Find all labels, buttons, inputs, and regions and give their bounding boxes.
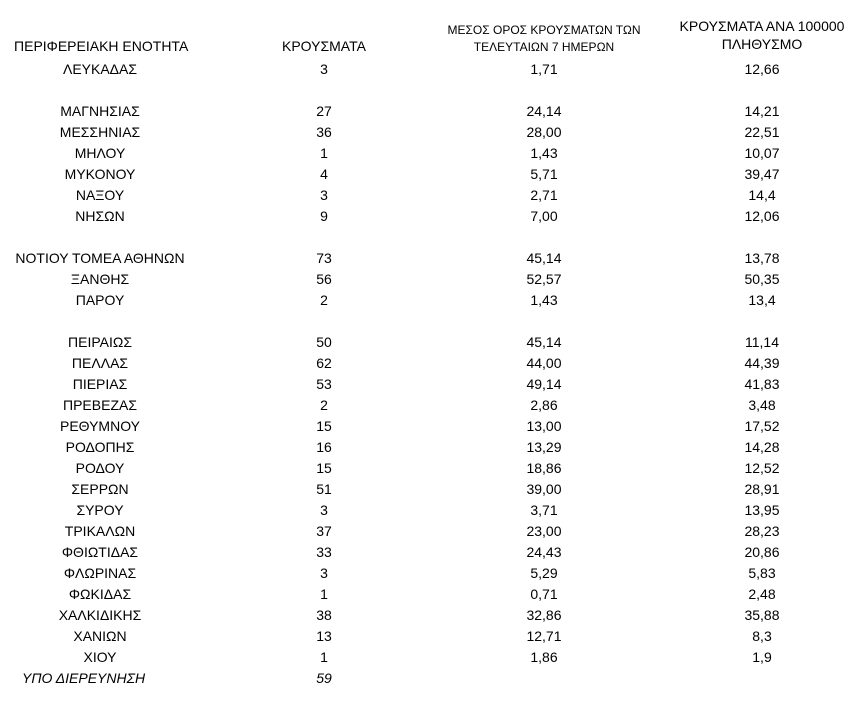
- per100k-cell: 39,47: [744, 166, 780, 182]
- cases-cell: 3: [320, 502, 328, 518]
- avg7-cell: 12,71: [526, 628, 562, 644]
- avg7-cell: 2,86: [530, 397, 558, 413]
- avg7-cell: 39,00: [526, 481, 562, 497]
- region-cell: ΛΕΥΚΑΔΑΣ: [62, 61, 138, 77]
- cases-cell: 1: [320, 586, 328, 602]
- cases-cell: 27: [316, 103, 332, 119]
- header-per100k-line1: ΚΡΟΥΣΜΑΤΑ ΑΝΑ 100000: [679, 18, 845, 34]
- avg7-cell: 5,71: [530, 166, 558, 182]
- region-cell: ΜΗΛΟΥ: [74, 145, 126, 161]
- per100k-cell: 11,14: [745, 334, 779, 350]
- per100k-cell: 22,51: [744, 124, 780, 140]
- per100k-cell: 35,88: [744, 607, 780, 623]
- cases-cell: 16: [316, 439, 332, 455]
- cases-cell: 1: [320, 649, 328, 665]
- cases-cell: 38: [316, 607, 332, 623]
- region-cell: ΤΡΙΚΑΛΩΝ: [64, 523, 136, 539]
- cases-cell: 59: [316, 670, 332, 686]
- per100k-cell: 12,06: [744, 208, 780, 224]
- header-per100k-line2: ΠΛΗΘΥΣΜΟ: [721, 36, 803, 52]
- region-cell: ΝΟΤΙΟΥ ΤΟΜΕΑ ΑΘΗΝΩΝ: [15, 250, 185, 266]
- cases-cell: 15: [316, 460, 332, 476]
- cases-cell: 15: [316, 418, 332, 434]
- cases-cell: 3: [320, 187, 328, 203]
- avg7-cell: 3,71: [530, 502, 558, 518]
- region-cell: ΧΑΝΙΩΝ: [73, 628, 127, 644]
- avg7-cell: 24,43: [526, 544, 562, 560]
- avg7-cell: 0,71: [530, 586, 558, 602]
- cases-cell: 37: [316, 523, 332, 539]
- per100k-cell: 5,83: [748, 565, 776, 581]
- region-cell: ΣΕΡΡΩΝ: [71, 481, 129, 497]
- per100k-cell: 13,95: [744, 502, 780, 518]
- per100k-cell: 8,3: [752, 628, 772, 644]
- cases-cell: 3: [320, 61, 328, 77]
- region-cell: ΦΩΚΙΔΑΣ: [68, 586, 132, 602]
- avg7-cell: 1,86: [530, 649, 558, 665]
- header-avg7-line1: ΜΕΣΟΣ ΟΡΟΣ ΚΡΟΥΣΜΑΤΩΝ ΤΩΝ: [447, 23, 641, 37]
- cases-cell: 2: [320, 397, 328, 413]
- region-cell: ΦΘΙΩΤΙΔΑΣ: [61, 544, 139, 560]
- per100k-cell: 17,52: [744, 418, 780, 434]
- per100k-cell: 3,48: [748, 397, 776, 413]
- cases-cell: 2: [320, 292, 328, 308]
- per100k-cell: 14,28: [744, 439, 780, 455]
- region-cell: ΠΑΡΟΥ: [75, 292, 125, 308]
- region-cell: ΧΙΟΥ: [83, 649, 117, 665]
- avg7-cell: 32,86: [526, 607, 562, 623]
- per100k-cell: 13,4: [748, 292, 776, 308]
- cases-cell: 3: [320, 565, 328, 581]
- cases-cell: 36: [316, 124, 332, 140]
- cases-cell: 53: [316, 376, 332, 392]
- cases-cell: 56: [316, 271, 332, 287]
- region-cell: ΦΛΩΡΙΝΑΣ: [63, 565, 137, 581]
- per100k-cell: 12,66: [744, 61, 780, 77]
- cases-cell: 9: [320, 208, 328, 224]
- cases-cell: 62: [316, 355, 332, 371]
- avg7-cell: 44,00: [526, 355, 562, 371]
- header-cases: ΚΡΟΥΣΜΑΤΑ: [282, 38, 366, 54]
- per100k-cell: 28,23: [744, 523, 780, 539]
- cases-cell: 4: [320, 166, 328, 182]
- header-avg7-line2: ΤΕΛΕΥΤΑΙΩΝ 7 ΗΜΕΡΩΝ: [473, 40, 615, 54]
- per100k-cell: 41,83: [744, 376, 780, 392]
- avg7-cell: 24,14: [526, 103, 562, 119]
- per100k-cell: 12,52: [744, 460, 780, 476]
- region-cell: ΜΑΓΝΗΣΙΑΣ: [60, 103, 140, 119]
- per100k-cell: 20,86: [744, 544, 780, 560]
- cases-cell: 1: [320, 145, 328, 161]
- region-cell: ΝΗΣΩΝ: [75, 208, 125, 224]
- region-cell: ΜΥΚΟΝΟΥ: [64, 166, 136, 182]
- per100k-cell: 14,4: [748, 187, 776, 203]
- avg7-cell: 5,29: [530, 565, 558, 581]
- avg7-cell: 28,00: [526, 124, 562, 140]
- per100k-cell: 14,21: [744, 103, 780, 119]
- avg7-cell: 1,71: [530, 61, 558, 77]
- avg7-cell: 45,14: [526, 334, 562, 350]
- avg7-cell: 23,00: [526, 523, 562, 539]
- avg7-cell: 18,86: [526, 460, 562, 476]
- avg7-cell: 1,43: [530, 292, 558, 308]
- per100k-cell: 1,9: [752, 649, 772, 665]
- region-cell: ΡΟΔΟΥ: [75, 460, 125, 476]
- avg7-cell: 49,14: [526, 376, 562, 392]
- region-cell: ΠΕΛΛΑΣ: [71, 355, 129, 371]
- per100k-cell: 2,48: [748, 586, 776, 602]
- avg7-cell: 13,00: [526, 418, 562, 434]
- avg7-cell: 1,43: [530, 145, 558, 161]
- cases-cell: 13: [316, 628, 332, 644]
- cases-cell: 51: [316, 481, 332, 497]
- avg7-cell: 13,29: [526, 439, 562, 455]
- per100k-cell: 28,91: [744, 481, 780, 497]
- per100k-cell: 13,78: [744, 250, 780, 266]
- avg7-cell: 7,00: [530, 208, 558, 224]
- region-cell: ΡΟΔΟΠΗΣ: [65, 439, 135, 455]
- region-cell: ΜΕΣΣΗΝΙΑΣ: [59, 124, 141, 140]
- region-cell: ΣΥΡΟΥ: [76, 502, 124, 518]
- cases-cell: 50: [316, 334, 332, 350]
- region-cell: ΡΕΘΥΜΝΟΥ: [59, 418, 140, 434]
- region-cell: ΝΑΞΟΥ: [75, 187, 125, 203]
- avg7-cell: 45,14: [526, 250, 562, 266]
- per100k-cell: 50,35: [744, 271, 780, 287]
- region-cell: ΠΙΕΡΙΑΣ: [72, 376, 128, 392]
- region-cell: ΥΠΟ ΔΙΕΡΕΥΝΗΣΗ: [22, 670, 146, 686]
- region-cell: ΞΑΝΘΗΣ: [70, 271, 130, 287]
- region-cell: ΧΑΛΚΙΔΙΚΗΣ: [58, 607, 142, 623]
- region-cell: ΠΡΕΒΕΖΑΣ: [62, 397, 137, 413]
- avg7-cell: 52,57: [526, 271, 562, 287]
- cases-cell: 33: [316, 544, 332, 560]
- per100k-cell: 10,07: [744, 145, 780, 161]
- avg7-cell: 2,71: [530, 187, 558, 203]
- region-cell: ΠΕΙΡΑΙΩΣ: [68, 334, 132, 350]
- cases-cell: 73: [316, 250, 332, 266]
- header-region: ΠΕΡΙΦΕΡΕΙΑΚΗ ΕΝΟΤΗΤΑ: [14, 38, 189, 54]
- per100k-cell: 44,39: [744, 355, 780, 371]
